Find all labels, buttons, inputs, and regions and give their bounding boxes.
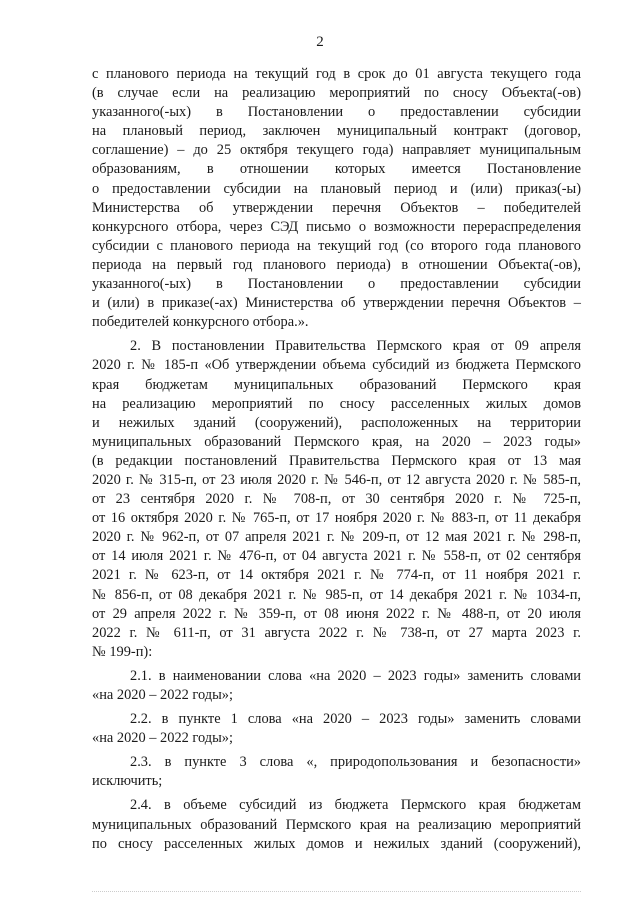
text-line: № 199-п):	[92, 643, 153, 660]
text-line: от 14 июля 2021 г. № 476-п, от 04 августа 2021 г. № 558-п, от 02 сентября	[92, 548, 581, 565]
footer-divider	[92, 891, 581, 892]
text-line: «на 2020 – 2022 годы»;	[92, 730, 233, 747]
text-line: с планового периода на текущий год в срок до 01 августа текущего года	[92, 66, 581, 82]
text-line: указанного(-ых) в Постановлении о предоставлении субсидии	[92, 276, 581, 293]
page-number: 2	[316, 34, 324, 50]
text-line: (в случае если на реализацию мероприятий по сносу Объекта(-ов)	[92, 85, 581, 102]
text-line: края бюджетам муниципальных образований Пермского края	[92, 376, 581, 393]
text-line: 2.2. в пункте 1 слова «на 2020 – 2023 годы» заменить словами	[130, 711, 581, 728]
text-line: 2020 г. № 962-п, от 07 апреля 2021 г. № 209-п, от 12 мая 2021 г. № 298-п,	[92, 529, 581, 546]
text-line: от 16 октября 2020 г. № 765-п, от 17 ноября 2020 г. № 883-п, от 11 декабря	[92, 510, 581, 527]
text-line: исключить;	[92, 773, 163, 790]
text-line: 2020 г. № 185-п «Об утверждении объема субсидий из бюджета Пермского	[92, 357, 581, 374]
text-line: и нежилых зданий (сооружений), расположенных на территории	[92, 414, 581, 431]
text-line: 2. В постановлении Правительства Пермского края от 09 апреля	[130, 338, 581, 355]
text-line: 2.1. в наименовании слова «на 2020 – 2023 годы» заменить словами	[130, 667, 581, 684]
text-line: муниципальных образований Пермского края на реализацию мероприятий	[92, 816, 581, 833]
text-line: образованиям, в отношении которых имеется Постановление	[92, 161, 581, 178]
text-line: от 23 сентября 2020 г. № 708-п, от 30 сентября 2020 г. № 725-п,	[92, 491, 581, 508]
text-line: Министерства об утверждении перечня Объектов – победителей	[92, 199, 581, 216]
text-line: от 29 апреля 2022 г. № 359-п, от 08 июня 2022 г. № 488-п, от 20 июля	[92, 605, 581, 622]
text-line: периода на первый год планового периода) в отношении Объекта(-ов),	[92, 256, 581, 273]
text-line: победителей конкурсного отбора.».	[92, 314, 309, 331]
text-line: 2022 г. № 611-п, от 31 августа 2022 г. № 738-п, от 27 марта 2023 г.	[92, 624, 581, 641]
text-line: (в редакции постановлений Правительства Пермского края от 13 мая	[92, 452, 581, 469]
text-line: и (или) в приказе(-ах) Министерства об утверждении перечня Объектов –	[92, 295, 581, 312]
text-line: по сносу расселенных жилых домов и нежилых зданий (сооружений),	[92, 835, 581, 852]
text-line: субсидии с планового периода на текущий год (со второго года планового	[92, 237, 581, 254]
text-line: 2.3. в пункте 3 слова «, природопользования и безопасности»	[130, 754, 581, 771]
text-line: о предоставлении субсидии на плановый период и (или) приказ(-ы)	[92, 180, 581, 197]
document-body	[92, 65, 581, 854]
text-line: указанного(-ых) в Постановлении о предоставлении субсидии	[92, 104, 581, 121]
text-line: муниципальных образований Пермского края, на 2020 – 2023 годы»	[92, 433, 581, 450]
text-line: конкурсного отбора, через СЭД письмо о возможности перераспределения	[92, 218, 581, 235]
text-line: 2021 г. № 623-п, от 14 октября 2021 г. № 774-п, от 11 ноября 2021 г.	[92, 567, 581, 584]
text-line: «на 2020 – 2022 годы»;	[92, 687, 233, 703]
text-line: соглашение) – до 25 октября текущего года) направляет муниципальным	[92, 142, 581, 159]
text-line: на реализацию мероприятий по сносу расселенных жилых домов	[92, 395, 581, 412]
text-line: № 856-п, от 08 декабря 2021 г. № 985-п, от 14 декабря 2021 г. № 1034-п,	[92, 586, 581, 603]
text-line: на плановый период, заключен муниципальный контракт (договор,	[92, 123, 581, 140]
text-line: 2.4. в объеме субсидий из бюджета Пермского края бюджетам	[130, 797, 581, 814]
text-line: 2020 г. № 315-п, от 23 июля 2020 г. № 546-п, от 12 августа 2020 г. № 585-п,	[92, 471, 581, 488]
